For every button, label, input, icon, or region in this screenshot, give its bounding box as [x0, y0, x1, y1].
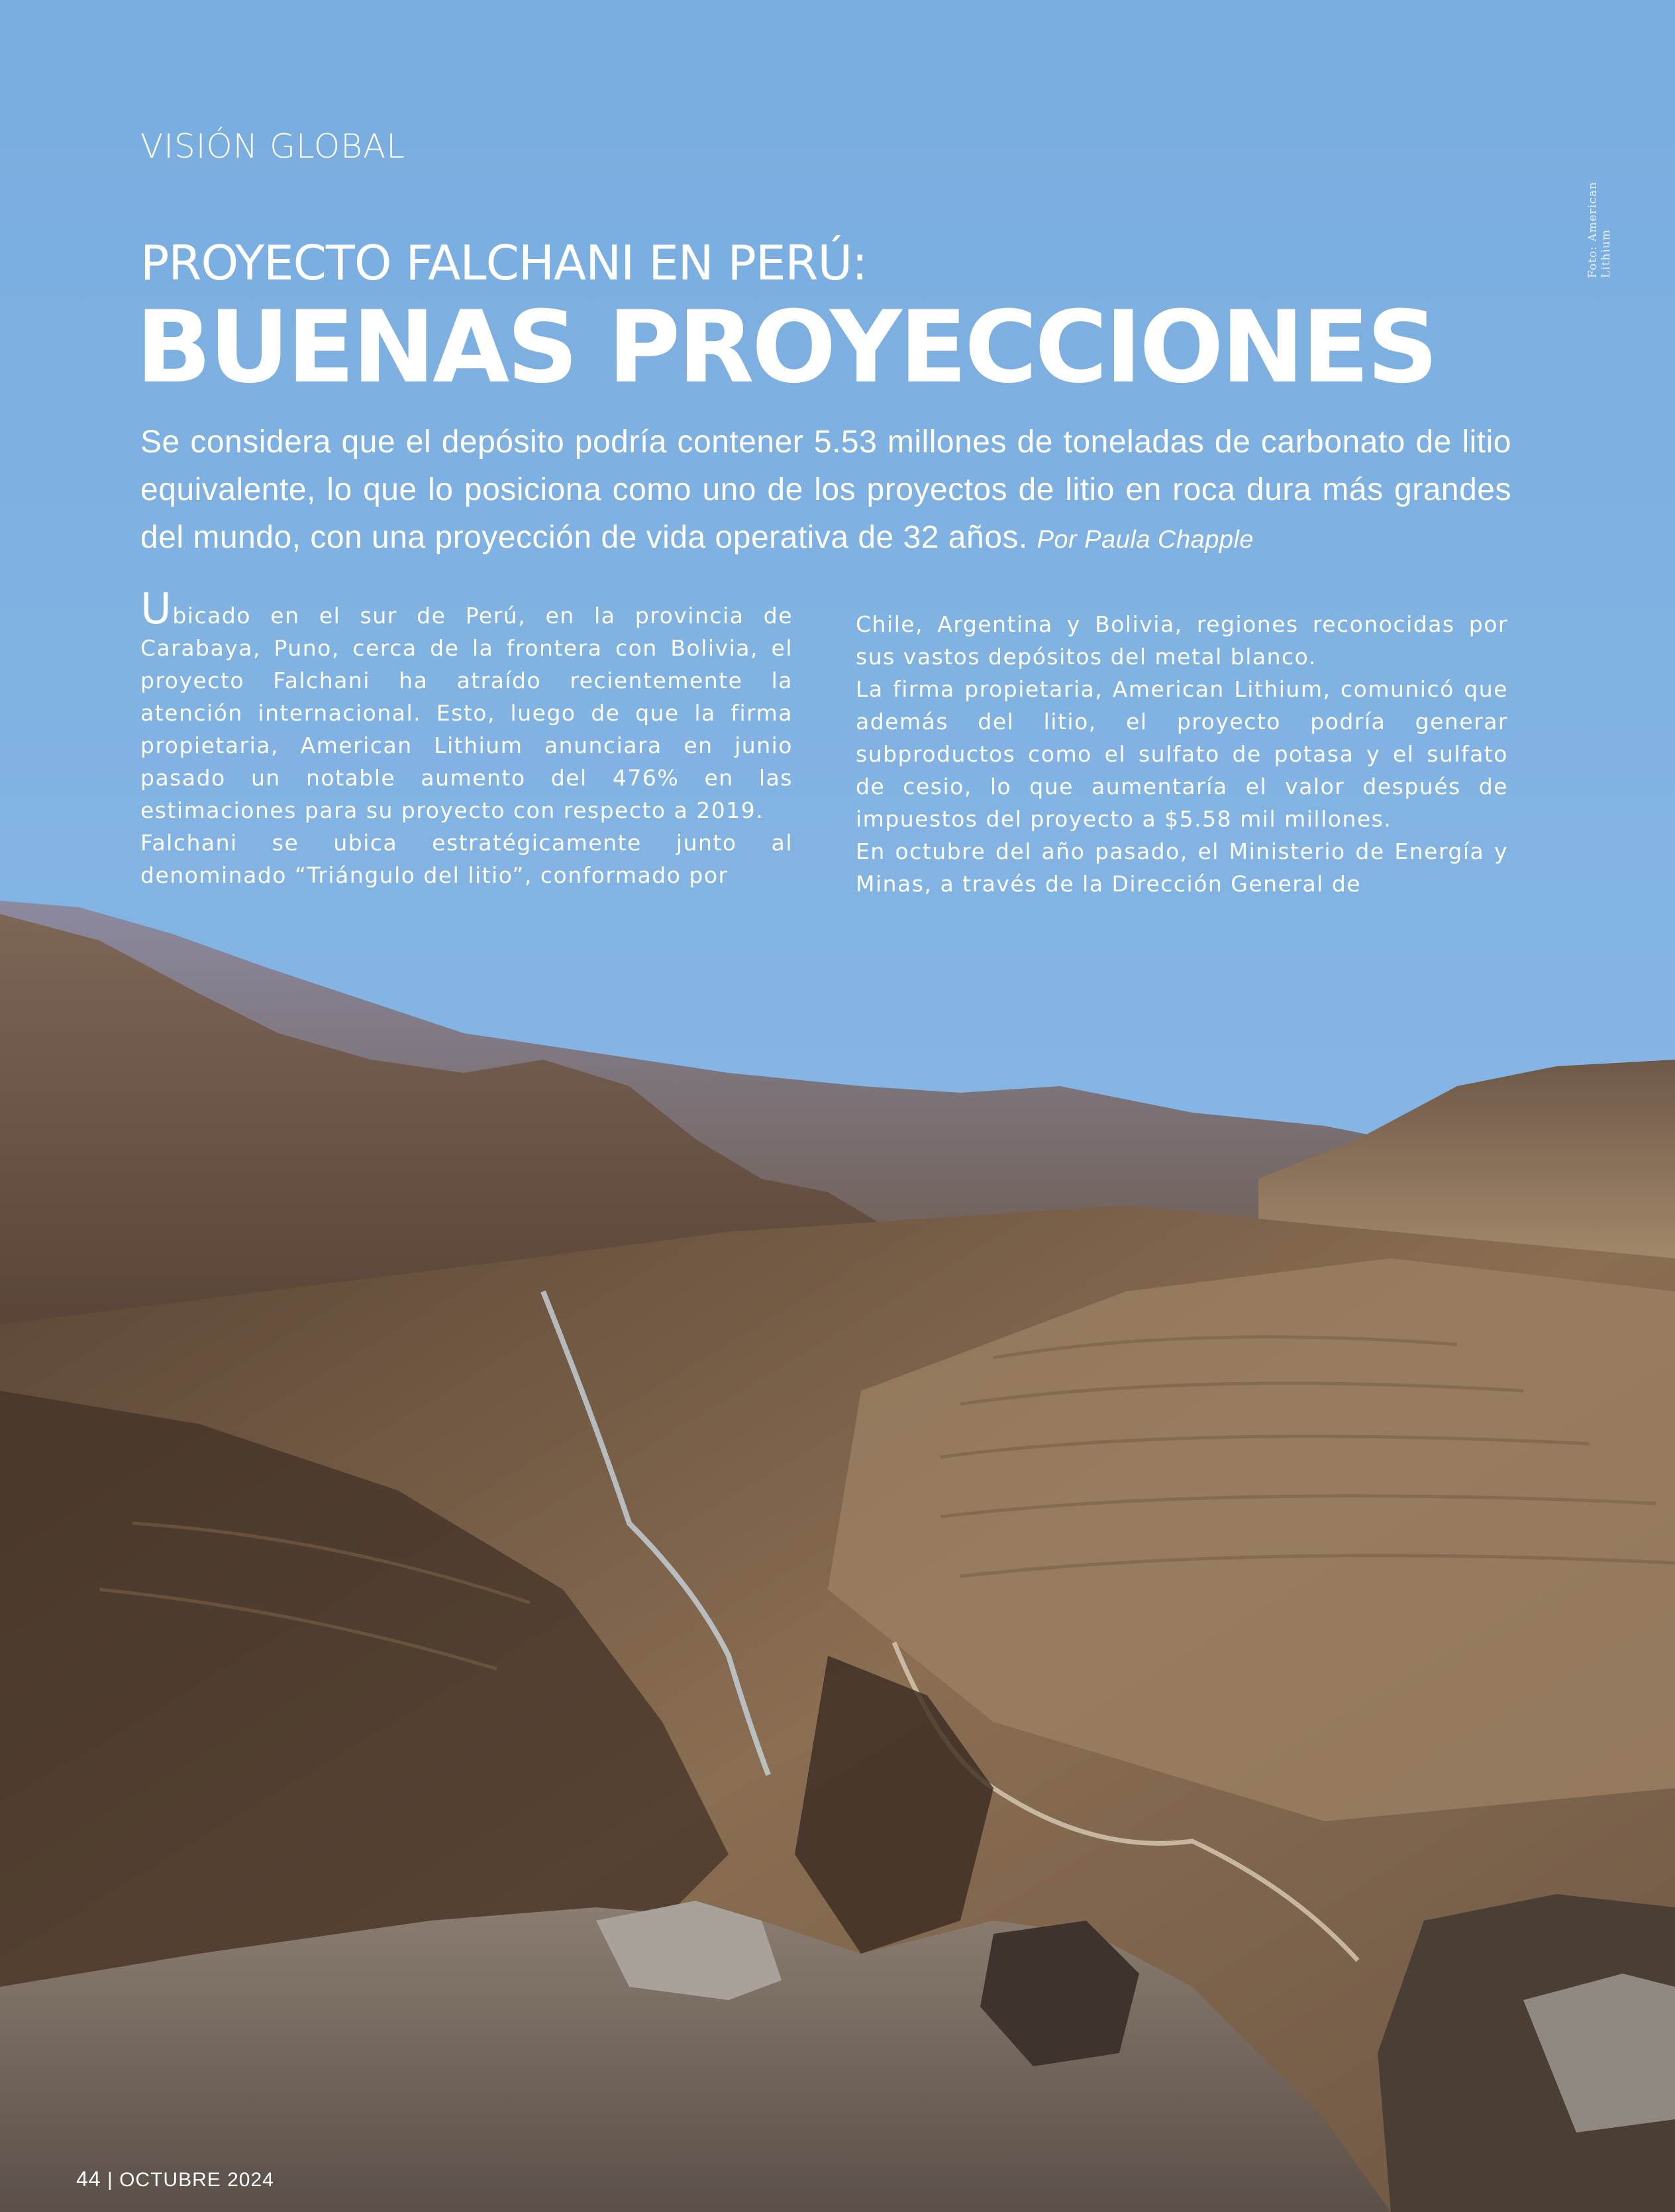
- byline: Por Paula Chapple: [1037, 526, 1254, 554]
- article-lede: [140, 419, 1511, 564]
- page-folio: [76, 2167, 274, 2191]
- article-kicker: PROYECTO FALCHANI EN PERÚ:: [140, 235, 868, 291]
- article-headline: BUENAS PROYECCIONES: [136, 290, 1436, 405]
- body-paragraph: Chile, Argentina y Bolivia, regiones reconocidas por sus vastos depósitos del metal blanco.: [856, 611, 1508, 670]
- drop-cap: U: [140, 585, 173, 634]
- body-column-right: [856, 608, 1508, 900]
- body-paragraph: Ubicado en el sur de Perú, en la provincia de Carabaya, Puno, cerca de la frontera con Bolivia, el proyecto Falchani ha atraído recientemente la atención internacional. Esto, luego de que la firma propietaria, American Lithium anunciara en junio pasado un notable aumento del 476% en las estimaciones para su proyecto con respecto a 2019.: [140, 585, 793, 823]
- page-number: 44: [76, 2167, 101, 2191]
- body-paragraph: En octubre del año pasado, el Ministerio de Energía y Minas, a través de la Dirección General de: [856, 838, 1508, 897]
- section-label: VISIÓN GLOBAL: [140, 127, 406, 166]
- body-column-left: [140, 585, 793, 891]
- lede-text: Se considera que el depósito podría contener 5.53 millones de toneladas de carbonato de litio equivalente, lo que lo posiciona como uno de los proyectos de litio en roca dura más grandes del mundo, con una proyección de vida operativa de 32 años.: [140, 425, 1511, 555]
- photo-credit: Foto: American Lithium: [1586, 181, 1613, 278]
- folio-separator: |: [107, 2169, 113, 2191]
- issue-date: OCTUBRE 2024: [119, 2169, 274, 2191]
- body-paragraph: La firma propietaria, American Lithium, comunicó que además del litio, el proyecto podría generar subproductos como el sulfato de potasa y el sulfato de cesio, lo que aumentaría el valor después de impuestos del proyecto a $5.58 mil millones.: [856, 676, 1508, 832]
- body-paragraph: Falchani se ubica estratégicamente junto al denominado “Triángulo del litio”, conformado por: [140, 830, 793, 888]
